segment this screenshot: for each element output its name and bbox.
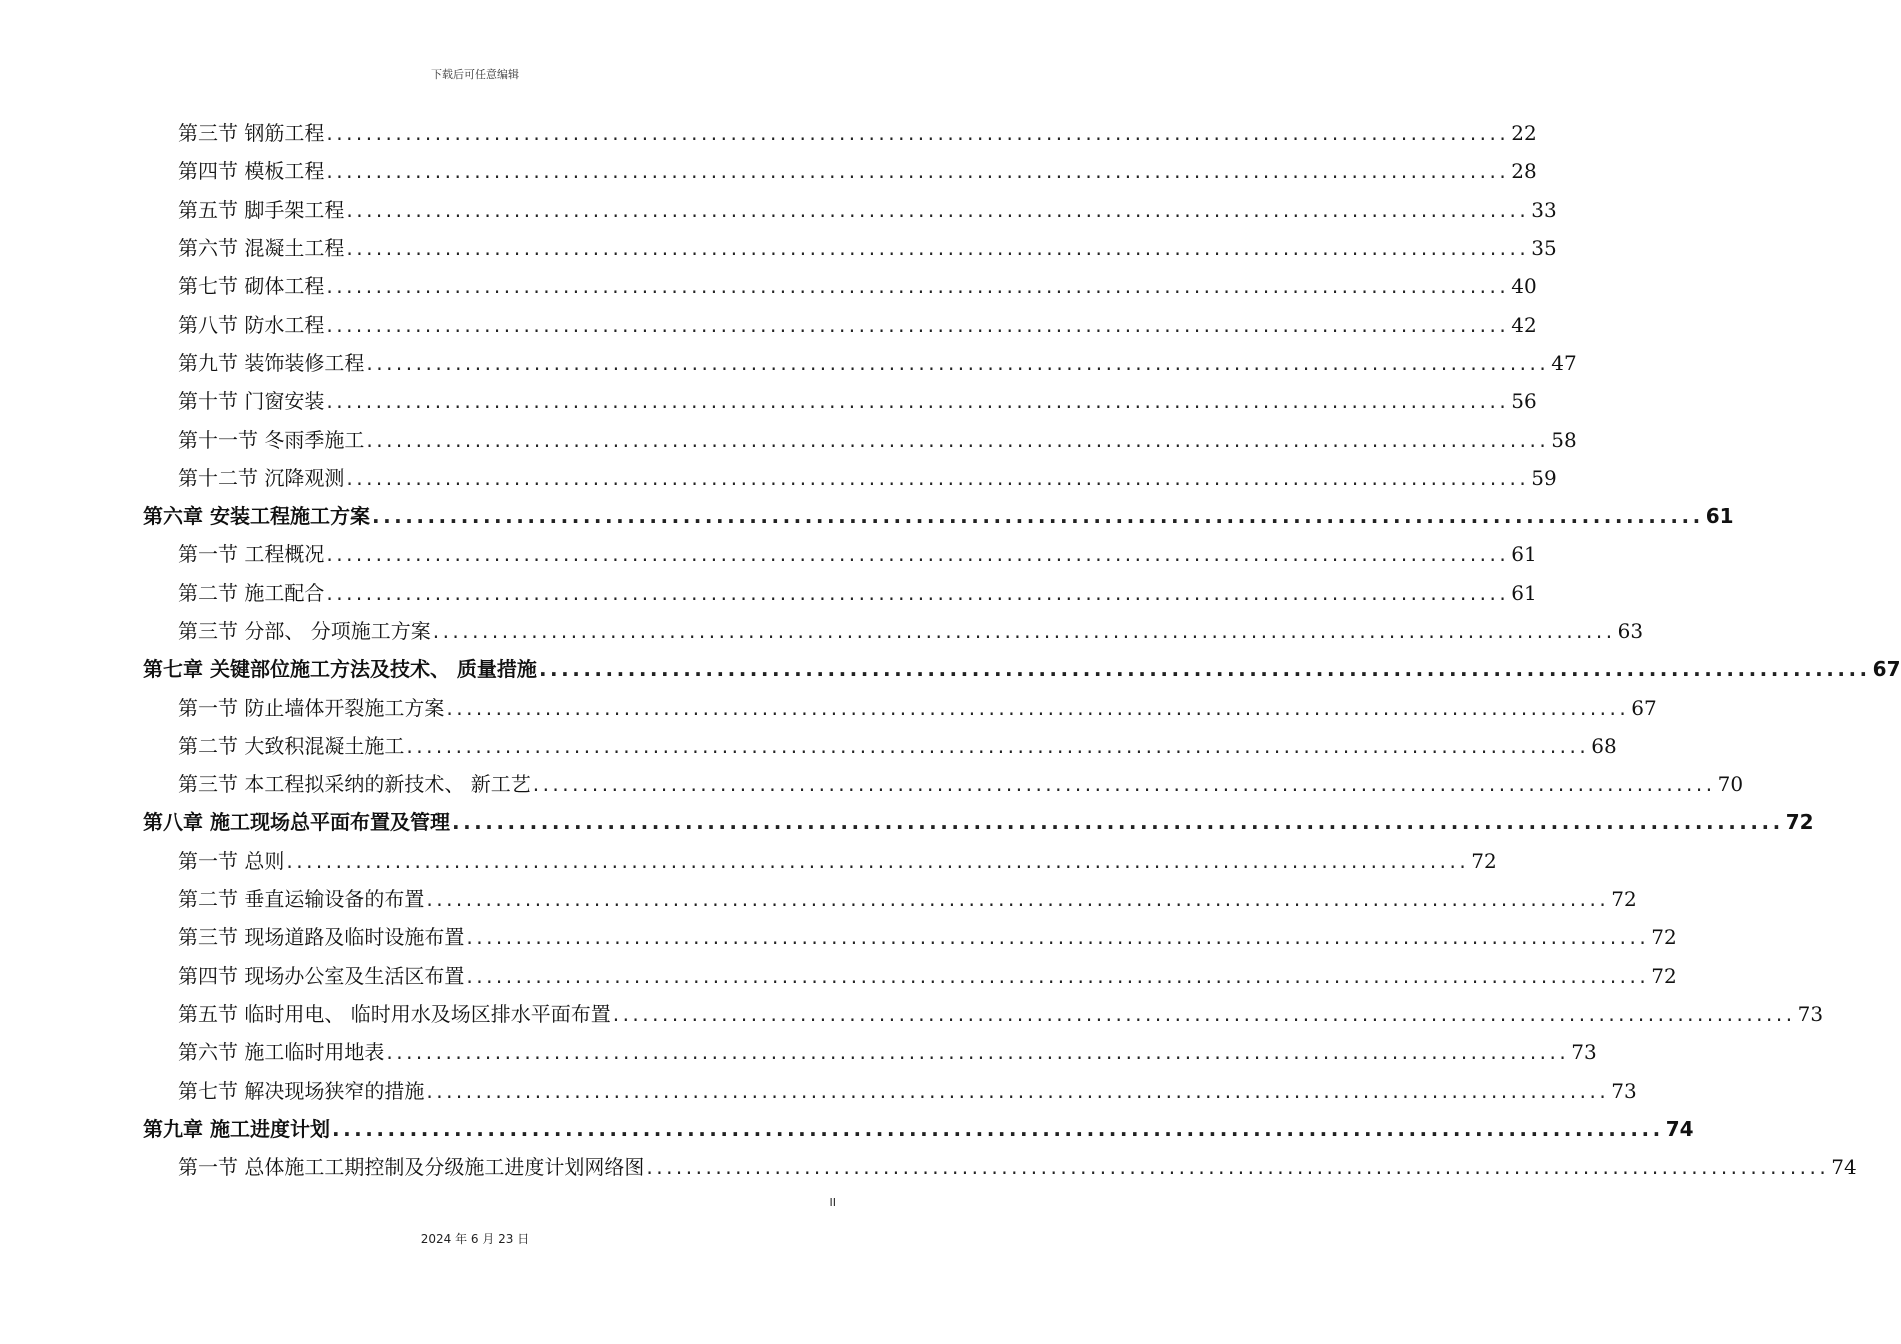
toc-entry-title: 第一节 工程概况 — [178, 542, 325, 567]
toc-section-entry[interactable] — [143, 344, 1577, 382]
dot-leader: ........................................................................................................................ — [346, 236, 1530, 261]
toc-section-entry[interactable] — [143, 612, 1644, 650]
toc-entry-title: 第六章 安装工程施工方案 — [143, 504, 370, 529]
toc-section-entry[interactable] — [143, 1033, 1597, 1071]
toc-entry-page-number: 73 — [1571, 1040, 1597, 1065]
toc-entry-title: 第二节 施工配合 — [178, 580, 325, 605]
dot-leader: ........................................................................................................................ — [326, 312, 1510, 337]
toc-section-entry[interactable] — [143, 305, 1537, 343]
toc-section-entry[interactable] — [143, 420, 1577, 458]
toc-chapter-entry[interactable] — [143, 650, 1901, 688]
toc-entry-page-number: 67 — [1872, 657, 1901, 682]
dot-leader: ........................................................................................................................ — [466, 963, 1650, 988]
toc-section-entry[interactable] — [143, 842, 1497, 880]
dot-leader: ........................................................................................................................ — [346, 465, 1530, 490]
toc-section-entry[interactable] — [143, 880, 1637, 918]
toc-entry-title: 第八节 防水工程 — [178, 312, 325, 337]
toc-entry-page-number: 61 — [1511, 580, 1537, 605]
toc-entry-title: 第二节 大致积混凝土施工 — [178, 733, 405, 758]
toc-entry-page-number: 22 — [1511, 121, 1537, 146]
dot-leader: ........................................................................................................................ — [286, 848, 1470, 873]
toc-entry-page-number: 67 — [1631, 695, 1657, 720]
toc-entry-page-number: 73 — [1611, 1078, 1637, 1103]
toc-section-entry[interactable] — [143, 382, 1537, 420]
dot-leader: ........................................................................................................................ — [326, 580, 1510, 605]
toc-entry-title: 第十一节 冬雨季施工 — [178, 427, 365, 452]
dot-leader: ........................................................................................................................ — [426, 887, 1610, 912]
toc-entry-page-number: 63 — [1617, 619, 1644, 643]
dot-leader: ........................................................................................................................ — [612, 1001, 1796, 1026]
dot-leader: ........................................................................................................................ — [646, 1155, 1830, 1180]
toc-entry-title: 第三节 钢筋工程 — [178, 121, 325, 146]
toc-entry-page-number: 56 — [1511, 389, 1537, 414]
toc-entry-title: 第二节 垂直运输设备的布置 — [178, 887, 425, 912]
toc-entry-title: 第一节 总体施工工期控制及分级施工进度计划网络图 — [178, 1155, 645, 1180]
toc-entry-title: 第四节 现场办公室及生活区布置 — [178, 963, 465, 988]
table-of-contents — [143, 114, 1901, 1186]
toc-entry-page-number: 72 — [1651, 963, 1677, 988]
toc-entry-page-number: 58 — [1551, 427, 1577, 452]
toc-section-entry[interactable] — [143, 957, 1677, 995]
toc-section-entry[interactable] — [143, 765, 1744, 803]
toc-section-entry[interactable] — [143, 727, 1617, 765]
toc-section-entry[interactable] — [143, 191, 1557, 229]
toc-entry-title: 第三节 分部、 分项施工方案 — [178, 619, 431, 643]
dot-leader: ........................................................................................................................ — [331, 1116, 1664, 1141]
toc-entry-title: 第九节 装饰装修工程 — [178, 350, 365, 375]
toc-entry-page-number: 72 — [1611, 887, 1637, 912]
dot-leader: ........................................................................................................................ — [406, 733, 1590, 758]
toc-entry-title: 第六节 施工临时用地表 — [178, 1040, 385, 1065]
toc-entry-title: 第六节 混凝土工程 — [178, 236, 345, 261]
toc-entry-page-number: 72 — [1785, 810, 1814, 835]
toc-entry-page-number: 68 — [1591, 733, 1617, 758]
toc-entry-title: 第七章 关键部位施工方法及技术、 质量措施 — [143, 657, 537, 682]
toc-entry-title: 第三节 本工程拟采纳的新技术、 新工艺 — [178, 772, 531, 797]
page-number: II — [829, 1196, 836, 1209]
toc-entry-page-number: 47 — [1551, 350, 1577, 375]
dot-leader: ........................................................................................................................ — [346, 197, 1530, 222]
toc-entry-page-number: 70 — [1717, 772, 1744, 797]
toc-entry-title: 第十二节 沉降观测 — [178, 465, 345, 490]
toc-entry-page-number: 73 — [1797, 1001, 1824, 1026]
toc-chapter-entry[interactable] — [143, 1110, 1694, 1148]
toc-entry-page-number: 59 — [1531, 465, 1557, 490]
toc-entry-title: 第四节 模板工程 — [178, 159, 325, 184]
dot-leader: ........................................................................................................................ — [366, 427, 1550, 452]
dot-leader: ........................................................................................................................ — [326, 121, 1510, 146]
toc-entry-title: 第一节 总则 — [178, 848, 285, 873]
toc-section-entry[interactable] — [143, 1148, 1857, 1186]
toc-entry-title: 第七节 解决现场狭窄的措施 — [178, 1078, 425, 1103]
toc-entry-title: 第三节 现场道路及临时设施布置 — [178, 925, 465, 950]
toc-entry-page-number: 61 — [1511, 542, 1537, 567]
dot-leader: ........................................................................................................................ — [386, 1040, 1570, 1065]
toc-entry-page-number: 42 — [1511, 312, 1537, 337]
dot-leader: ........................................................................................................................ — [446, 695, 1630, 720]
toc-section-entry[interactable] — [143, 152, 1537, 190]
toc-entry-page-number: 33 — [1531, 197, 1557, 222]
footer-date: 2024 年 6 月 23 日 — [420, 1232, 530, 1246]
toc-entry-title: 第八章 施工现场总平面布置及管理 — [143, 810, 450, 835]
dot-leader: ........................................................................................................................ — [371, 504, 1704, 529]
dot-leader: ........................................................................................................................ — [366, 350, 1550, 375]
toc-entry-page-number: 61 — [1705, 504, 1734, 529]
dot-leader: ........................................................................................................................ — [466, 925, 1650, 950]
dot-leader: ........................................................................................................................ — [532, 772, 1716, 797]
toc-section-entry[interactable] — [143, 267, 1537, 305]
dot-leader: ........................................................................................................................ — [326, 159, 1510, 184]
toc-entry-page-number: 72 — [1651, 925, 1677, 950]
toc-section-entry[interactable] — [143, 535, 1537, 573]
toc-entry-page-number: 74 — [1831, 1155, 1857, 1180]
toc-entry-page-number: 28 — [1511, 159, 1537, 184]
toc-section-entry[interactable] — [143, 918, 1677, 956]
dot-leader: ........................................................................................................................ — [432, 619, 1616, 643]
dot-leader: ........................................................................................................................ — [538, 657, 1871, 682]
toc-section-entry[interactable] — [143, 574, 1537, 612]
toc-chapter-entry[interactable] — [143, 497, 1734, 535]
toc-entry-title: 第五节 脚手架工程 — [178, 197, 345, 222]
toc-entry-page-number: 72 — [1471, 848, 1497, 873]
toc-entry-page-number: 74 — [1665, 1116, 1694, 1141]
toc-section-entry[interactable] — [143, 688, 1657, 726]
toc-entry-title: 第九章 施工进度计划 — [143, 1116, 330, 1141]
toc-entry-page-number: 35 — [1531, 236, 1557, 261]
toc-section-entry[interactable] — [143, 459, 1557, 497]
dot-leader: ........................................................................................................................ — [326, 542, 1510, 567]
toc-section-entry[interactable] — [143, 229, 1557, 267]
dot-leader: ........................................................................................................................ — [326, 274, 1510, 299]
toc-section-entry[interactable] — [143, 995, 1824, 1033]
toc-entry-title: 第五节 临时用电、 临时用水及场区排水平面布置 — [178, 1001, 611, 1026]
dot-leader: ........................................................................................................................ — [451, 810, 1784, 835]
toc-entry-title: 第十节 门窗安装 — [178, 389, 325, 414]
toc-section-entry[interactable] — [143, 114, 1537, 152]
page-header: 下载后可任意编辑 — [431, 68, 519, 81]
dot-leader: ........................................................................................................................ — [426, 1078, 1610, 1103]
toc-entry-title: 第一节 防止墙体开裂施工方案 — [178, 695, 445, 720]
toc-entry-page-number: 40 — [1511, 274, 1537, 299]
toc-chapter-entry[interactable] — [143, 803, 1814, 841]
toc-section-entry[interactable] — [143, 1071, 1637, 1109]
toc-entry-title: 第七节 砌体工程 — [178, 274, 325, 299]
dot-leader: ........................................................................................................................ — [326, 389, 1510, 414]
